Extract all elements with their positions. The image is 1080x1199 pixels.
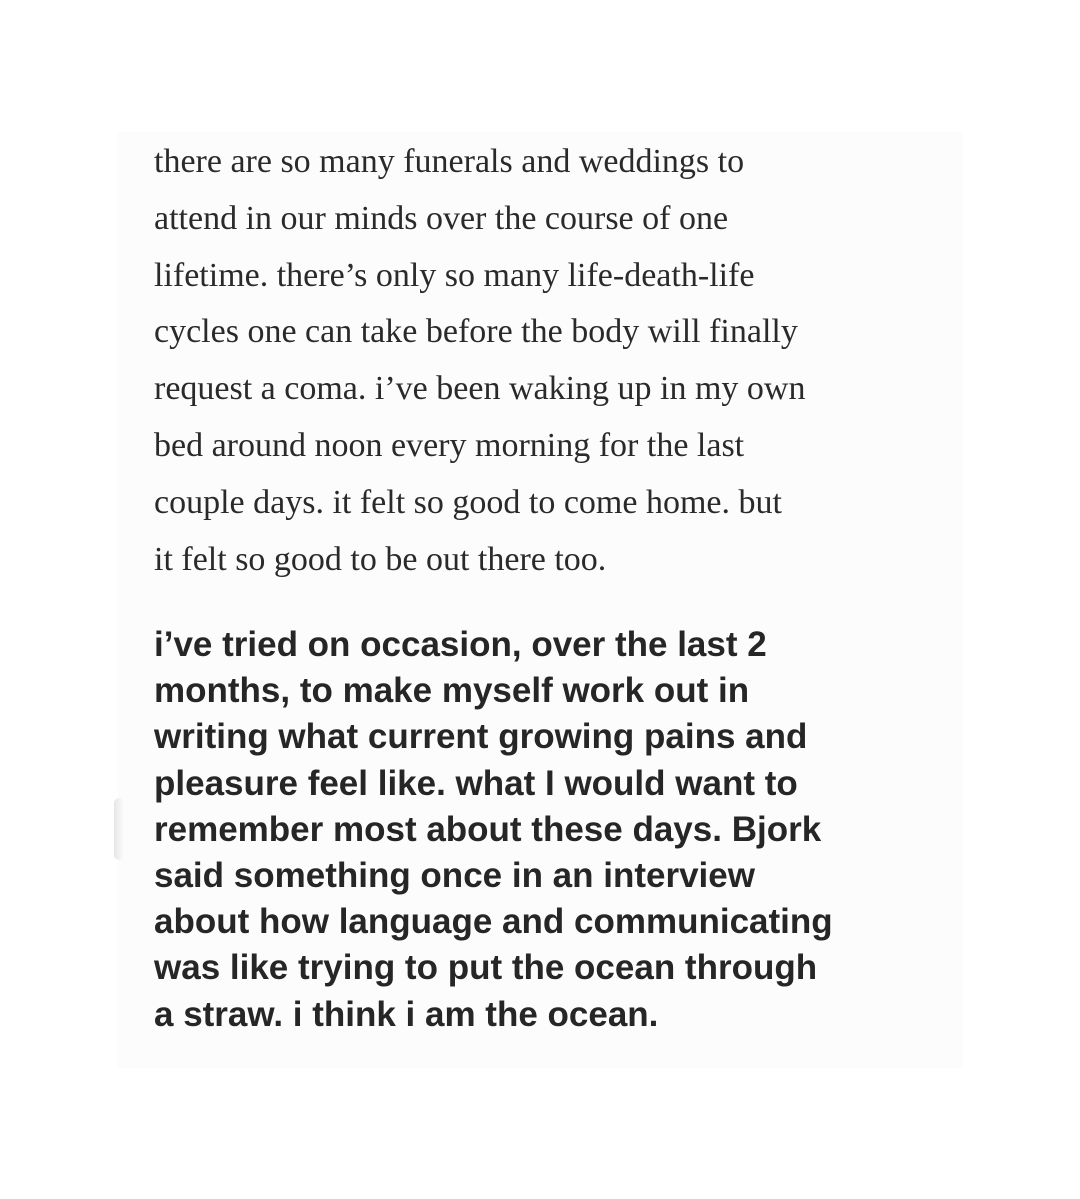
bold-paragraph (154, 622, 944, 1038)
paragraph-line: remember most about these days. Bjork (154, 809, 822, 849)
paragraph-line: it felt so good to be out there too. (154, 540, 607, 578)
paragraph-line: said something once in an interview (154, 856, 755, 896)
paragraph-line: about how language and communicating (154, 902, 833, 942)
page-edge-shadow (114, 798, 124, 860)
paragraph-line: request a coma. i’ve been waking up in my own (154, 370, 806, 408)
paragraph-line: months, to make myself work out in (154, 671, 750, 711)
paragraph-line: lifetime. there’s only so many life-death-life (154, 256, 755, 294)
paragraph-line: a straw. i think i am the ocean. (154, 994, 659, 1034)
paragraph-line: i’ve tried on occasion, over the last 2 (154, 625, 767, 664)
serif-paragraph (154, 134, 944, 588)
paragraph-line: couple days. it felt so good to come home. but (154, 483, 782, 521)
paragraph-line: attend in our minds over the course of one (154, 199, 729, 237)
paragraph-line: there are so many funerals and weddings to (154, 143, 745, 180)
paragraph-line: cycles one can take before the body will finally (154, 313, 798, 351)
paragraph-line: bed around noon every morning for the last (154, 426, 745, 464)
paragraph-line: writing what current growing pains and (154, 717, 808, 757)
paragraph-line: was like trying to put the ocean through (154, 948, 818, 988)
paragraph-line: pleasure feel like. what I would want to (154, 763, 798, 803)
